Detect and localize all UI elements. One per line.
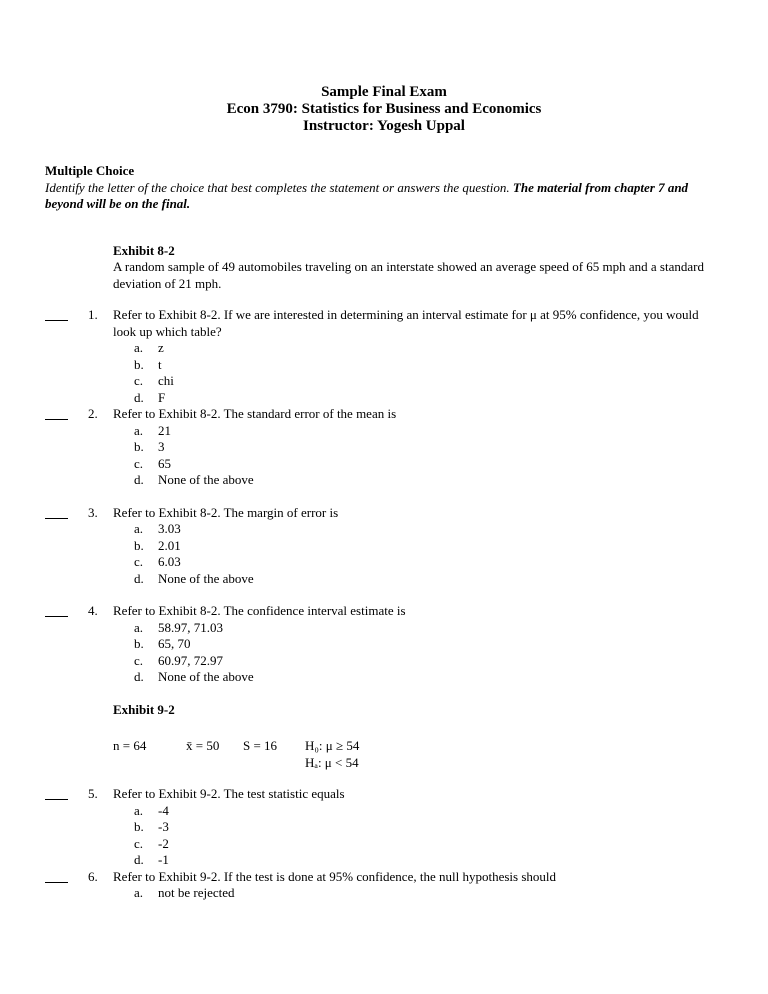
sample-size-value: n = 64: [113, 738, 147, 753]
choice-text: not be rejected: [158, 885, 235, 900]
choice-text: -2: [158, 835, 169, 851]
question-content: [113, 786, 723, 869]
section-heading: Multiple Choice: [45, 163, 135, 178]
question-content: [113, 307, 723, 406]
exhibit-9-2: [113, 702, 723, 772]
choice-a: [113, 521, 723, 538]
sample-sd-value: S = 16: [243, 738, 278, 753]
question-number: 5.: [88, 786, 98, 801]
question-number: 6.: [88, 868, 98, 884]
question-number: 4.: [88, 603, 98, 618]
choice-letter: d.: [134, 669, 144, 684]
choice-b: [113, 636, 723, 653]
choice-letter: d.: [134, 389, 144, 405]
answer-blank: [45, 307, 68, 321]
choice-letter: a.: [134, 340, 144, 355]
question-content: [113, 603, 723, 686]
choice-b: [113, 819, 723, 836]
section-instructions: [45, 180, 723, 213]
exhibit-9-2-title: Exhibit 9-2: [113, 701, 175, 717]
choice-b: [113, 357, 723, 374]
question-number: 3.: [88, 504, 98, 520]
question-text: Refer to Exhibit 8-2. The margin of error is: [113, 504, 339, 520]
null-hypothesis: H₀: μ ≥ 54: [305, 738, 360, 753]
choice-d: [113, 669, 723, 686]
choice-text: None of the above: [158, 669, 254, 684]
question-4: [45, 603, 723, 686]
question-1: [45, 307, 723, 406]
choice-text: 58.97, 71.03: [158, 619, 223, 635]
exhibit-9-2-formulas: [113, 738, 723, 771]
choice-text: z: [158, 340, 164, 355]
question-number: 2.: [88, 406, 98, 421]
question-content: [113, 869, 723, 902]
choice-text: 3: [158, 439, 165, 454]
choice-b: [113, 439, 723, 456]
choice-d: [113, 571, 723, 588]
instructions-text: Identify the letter of the choice that best completes the statement or answers the question.: [45, 179, 513, 195]
exam-title: Sample Final Exam: [321, 84, 447, 100]
choice-d: [113, 390, 723, 407]
answer-blank: [45, 406, 68, 420]
choice-text: t: [158, 356, 162, 372]
choice-d: [113, 472, 723, 489]
choice-letter: a.: [134, 521, 144, 536]
choice-d: [113, 852, 723, 869]
choice-c: [113, 554, 723, 571]
choice-text: 65, 70: [158, 636, 191, 651]
choice-text: 65: [158, 455, 171, 471]
hypotheses-block: [305, 738, 359, 771]
choice-a: [113, 885, 723, 902]
choice-c: [113, 373, 723, 390]
question-text: Refer to Exhibit 9-2. If the test is done at 95% confidence, the null hypothesis should: [113, 868, 556, 884]
question-6: [45, 869, 723, 902]
choice-letter: b.: [134, 537, 144, 553]
question-5: [45, 786, 723, 869]
question-content: [113, 505, 723, 588]
choice-text: None of the above: [158, 472, 254, 487]
choice-text: None of the above: [158, 570, 254, 586]
instructor-line: Instructor: Yogesh Uppal: [303, 118, 465, 134]
choice-b: [113, 538, 723, 555]
answer-blank: [45, 505, 68, 519]
choice-text: 60.97, 72.97: [158, 652, 223, 668]
question-text: Refer to Exhibit 8-2. The standard error of the mean is: [113, 406, 397, 421]
choice-letter: c.: [134, 554, 144, 569]
choice-c: [113, 456, 723, 473]
choice-letter: b.: [134, 439, 144, 454]
question-content: [113, 406, 723, 489]
sample-mean-value: x̄ = 50: [186, 738, 220, 753]
instructions-emphasis: The material from chapter 7 and beyond will be on the final.: [45, 179, 689, 211]
choice-a: [113, 620, 723, 637]
choice-letter: b.: [134, 819, 144, 834]
exhibit-8-2-title: Exhibit 8-2: [113, 242, 175, 258]
question-2: [45, 406, 723, 489]
choice-text: -1: [158, 852, 169, 867]
choice-text: chi: [158, 373, 174, 388]
choice-text: 3.03: [158, 521, 181, 536]
choice-letter: c.: [134, 652, 144, 668]
choice-text: 6.03: [158, 554, 181, 569]
exhibit-8-2-body: A random sample of 49 automobiles traveling on an interstate showed an average speed of 65 mph and a standard deviation of 21 mph.: [113, 259, 704, 291]
question-text: Refer to Exhibit 9-2. The test statistic equals: [113, 786, 345, 801]
choice-a: [113, 340, 723, 357]
answer-blank: [45, 869, 68, 883]
choice-letter: b.: [134, 356, 144, 372]
exhibit-8-2: [113, 243, 723, 293]
choice-letter: c.: [134, 835, 144, 851]
choice-a: [113, 803, 723, 820]
choice-letter: b.: [134, 636, 144, 651]
answer-blank: [45, 786, 68, 800]
choice-letter: a.: [134, 802, 144, 818]
choice-text: -3: [158, 819, 169, 834]
choice-letter: d.: [134, 852, 144, 867]
question-number: 1.: [88, 307, 98, 322]
choice-c: [113, 653, 723, 670]
choice-letter: a.: [134, 885, 144, 900]
choice-c: [113, 836, 723, 853]
choice-text: 2.01: [158, 537, 181, 553]
choice-letter: d.: [134, 472, 144, 487]
choice-letter: a.: [134, 422, 144, 438]
choice-letter: d.: [134, 570, 144, 586]
question-3: [45, 505, 723, 588]
choice-text: 21: [158, 422, 171, 438]
alternative-hypothesis: Hₐ: μ < 54: [305, 754, 359, 770]
choice-text: F: [158, 389, 166, 405]
exam-header: [45, 84, 723, 135]
question-text: Refer to Exhibit 8-2. The confidence interval estimate is: [113, 603, 406, 618]
choice-a: [113, 423, 723, 440]
answer-blank: [45, 603, 68, 617]
choice-text: -4: [158, 802, 169, 818]
choice-letter: c.: [134, 373, 144, 388]
choice-letter: c.: [134, 455, 144, 471]
course-title: Econ 3790: Statistics for Business and Economics: [226, 101, 542, 117]
choice-letter: a.: [134, 619, 144, 635]
question-text: Refer to Exhibit 8-2. If we are interested in determining an interval estimate for μ at 95% confidence, you would look up which table?: [113, 307, 699, 339]
